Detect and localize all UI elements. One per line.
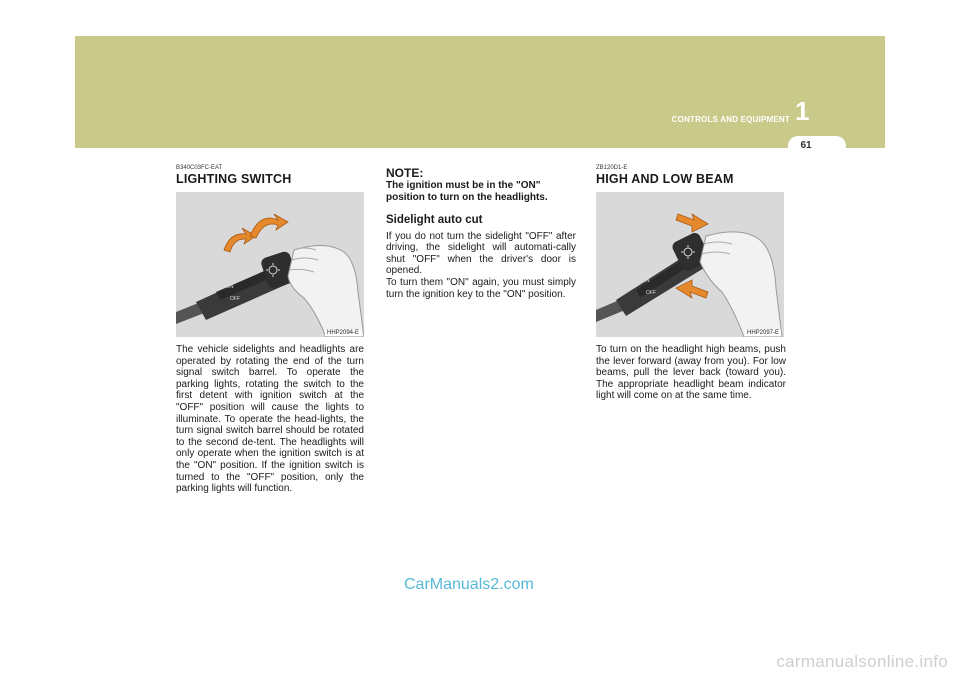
switch-label-on: ON: [642, 278, 650, 284]
figure-label: HHP2094-E: [326, 330, 359, 336]
switch-label-on: ON: [226, 284, 234, 290]
note-body: The ignition must be in the "ON" position to turn on the headlights.: [386, 180, 548, 203]
section-title: CONTROLS AND EQUIPMENT: [671, 115, 790, 124]
watermark-link[interactable]: CarManuals2.com: [404, 576, 534, 593]
page-number: 61: [800, 140, 812, 151]
lighting-switch-figure: [176, 192, 364, 337]
high-low-beam-figure: [596, 192, 784, 337]
sidelight-auto-cut-heading: Sidelight auto cut: [386, 213, 483, 226]
high-low-beam-section: [596, 160, 786, 402]
section-code: ZB120D1-E: [596, 165, 628, 171]
lighting-switch-text: The vehicle sidelights and headlights are operated by rotating the end of the turn signal switch barrel. To operate the parking lights, rotating the switch to the first detent with ignition switch at the "OFF" position will cause the lights to illuminate. To operate the head-lights, the turn signal switch barrel should be rotated to the second de-tent. The headlights will only operate when the ignition switch is at the "ON" position. If the ignition switch is turned to the "OFF" position, only the parking lights will function.: [176, 344, 364, 495]
lighting-switch-illustration: [176, 192, 364, 337]
header-band: [75, 36, 885, 148]
high-low-beam-text: To turn on the headlight high beams, push the lever forward (away from you). For low beams, pull the lever back (toward you). The appropriate headlight beam indicator light will come on at the same time.: [596, 344, 786, 402]
figure-label: HHP2097-E: [746, 330, 779, 336]
high-low-beam-illustration: [596, 192, 784, 337]
section-number: 1: [795, 96, 810, 126]
section-code: B340C03FC-EAT: [176, 165, 223, 171]
note-section: [386, 160, 576, 300]
section-heading: LIGHTING SWITCH: [176, 172, 292, 186]
note-title: NOTE:: [386, 166, 424, 180]
footer-watermark: carmanualsonline.info: [776, 652, 948, 671]
section-heading: HIGH AND LOW BEAM: [596, 172, 734, 186]
switch-label-off: OFF: [230, 296, 240, 302]
lighting-switch-section: [176, 160, 364, 495]
sidelight-auto-cut-text: If you do not turn the sidelight "OFF" after driving, the sidelight will automati-cally shut "OFF" when the driver's door is opened. To turn them "ON" again, you must simply turn the ignition key to the "ON" position.: [386, 230, 576, 300]
switch-label-off: OFF: [646, 290, 656, 296]
